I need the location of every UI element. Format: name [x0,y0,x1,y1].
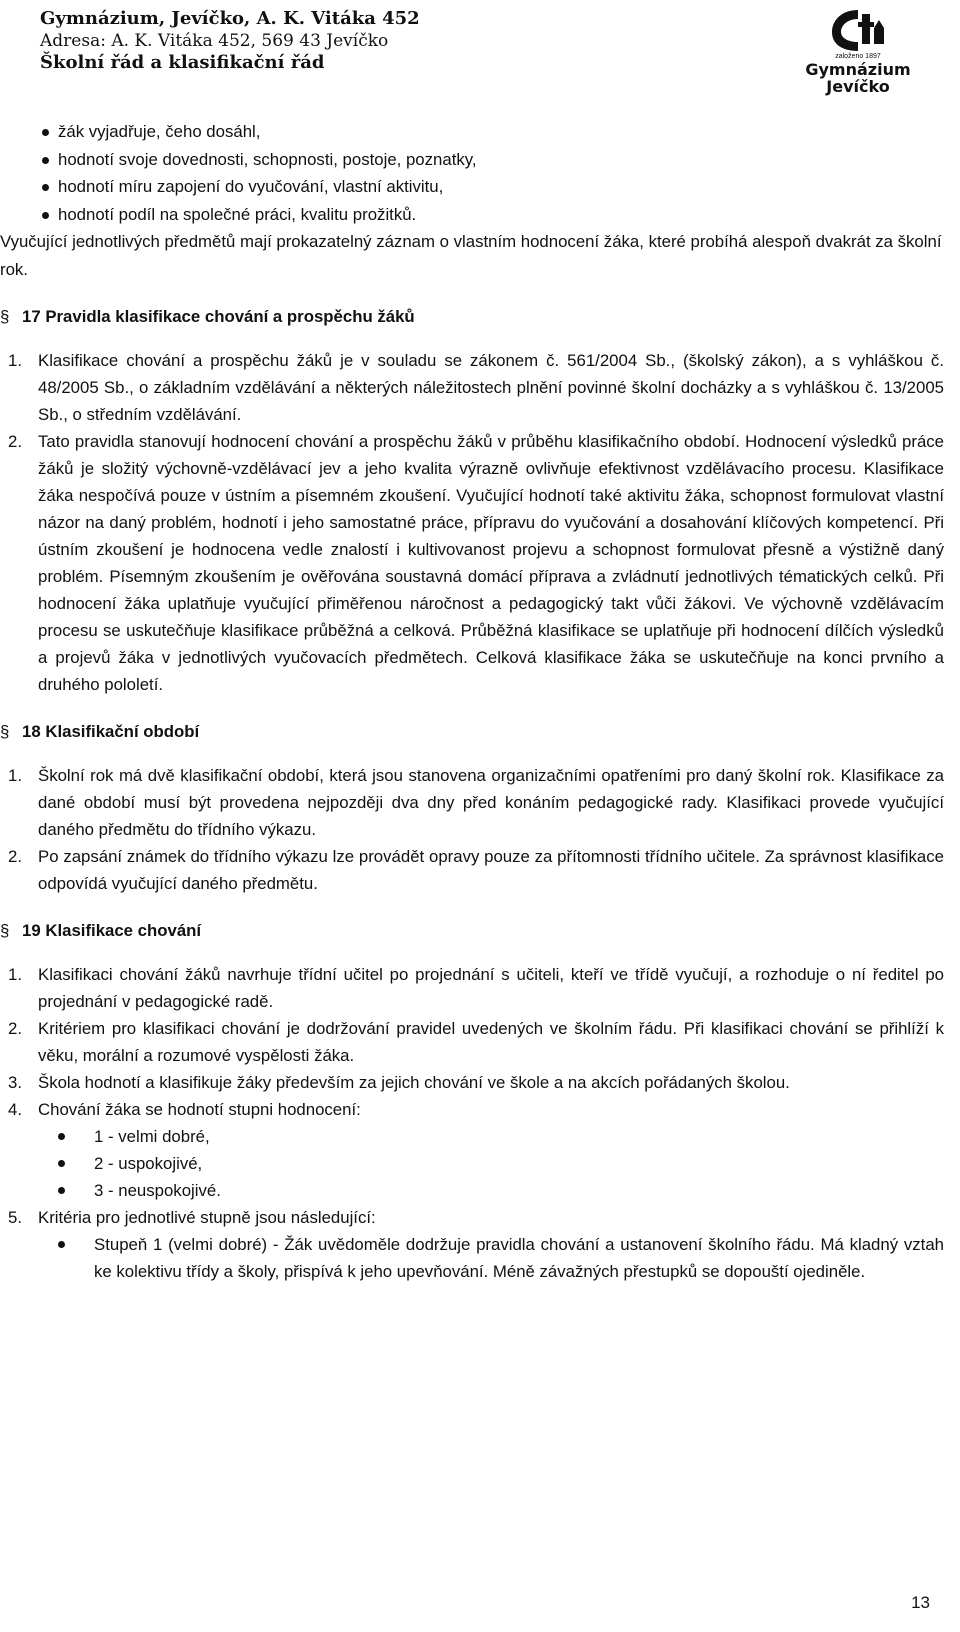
logo-line-2: Jevíčko [826,77,890,96]
section-18-list [0,762,960,897]
section-19-list [0,961,960,1285]
page-number: 13 [911,1593,930,1612]
document-body [0,118,960,1285]
page-header [40,8,920,98]
list-item: 2 - uspokojivé, [38,1150,944,1177]
school-logo [796,8,920,100]
list-item: 2. Po zapsání známek do třídního výkazu lze provádět opravy pouze za přítomnosti třídního učitele. Za správnost klasifikace odpovídá vyučující daného předmětu. [8,847,944,893]
list-item: 2. Kritériem pro klasifikaci chování je dodržování pravidel uvedených ve školním řádu. Při klasifikaci chování se přihlíží k věku, morální a rozumové vyspělosti žáka. [8,1019,944,1065]
list-item: žák vyjadřuje, čeho dosáhl, [0,118,960,146]
list-item: 3. Škola hodnotí a klasifikuje žáky především za jejich chování ve škole a na akcích pořádaných školou. [8,1073,790,1092]
bullet-icon [42,212,49,219]
behavior-grades-list [38,1123,944,1204]
list-item: hodnotí podíl na společné práci, kvalitu prožitků. [0,201,960,229]
school-emblem-icon [828,8,888,52]
section-17-heading: § 17 Pravidla klasifikace chování a prospěchu žáků [0,303,960,331]
school-address: Adresa: A. K. Vitáka 452, 569 43 Jevíčko [40,31,389,51]
list-item: 2. Tato pravidla stanovují hodnocení chování a prospěchu žáků v průběhu klasifikačního období. Hodnocení výsledků práce žáků je složitý výchovně-vzdělávací jev a jeho kvalita výrazně ovlivňuje efektivnost vzdělávacího procesu. Klasifikace žáka nespočívá pouze v ústním a písemném zkoušení. Vyučující hodnotí také aktivitu žáka, schopnost formulovat vlastní názor na daný problém, hodnotí i jeho samostatné práce, přípravu do vyučování a dosahování klíčových kompetencí. Při ústním zkoušení je hodnocena vedle znalostí i kultivovanost projevu a schopnost formulovat přesně a výstižně daný problém. Písemným zkoušením je ověřována soustavná domácí příprava a zvládnutí jednotlivých tématických celků. Při hodnocení žáka uplatňuje vyučující přiměřenou náročnost a pedagogický takt vůči žákovi. Ve výchovně vzdělávacím procesu se uskutečňuje klasifikace průběžná a celková. Průběžná klasifikace se uplatňuje při hodnocení dílčích výsledků a projevů žáka v jednotlivých vyučovacích předmětech. Celková klasifikace žáka se uskutečňuje na konci prvního a druhého pololetí. [8,432,944,694]
list-item: 4. Chování žáka se hodnotí stupni hodnocení: 1 - velmi dobré, 2 - uspokojivé, 3 - neuspokojivé. [0,1096,960,1204]
section-symbol: § [0,921,10,940]
list-item: 1. Klasifikace chování a prospěchu žáků je v souladu se zákonem č. 561/2004 Sb., (školský zákon), a s vyhláškou č. 48/2005 Sb., o základním vzdělávání a některých náležitostech plnění povinné školní docházky a s vyhláškou č. 13/2005 Sb., o středním vzdělávání. [8,351,944,424]
section-19-heading: § 19 Klasifikace chování [0,917,960,945]
logo-line-1: Gymnázium [805,60,911,79]
list-item: 5. Kritéria pro jednotlivé stupně jsou následující: Stupeň 1 (velmi dobré) - Žák uvědoměle dodržuje pravidla chování a ustanovení školního řádu. Má kladný vztah ke kolektivu třídy a školy, přispívá k jeho upevňování. Méně závažných přestupků se dopouští ojediněle. [0,1204,960,1285]
list-item: 1. Školní rok má dvě klasifikační období, která jsou stanovena organizačními opatřeními pro daný školní rok. Klasifikace za dané období musí být provedena nejpozději dva dny před konáním pedagogické rady. Klasifikaci provede vyučující daného předmětu do třídního výkazu. [8,766,944,839]
section-18-heading: § 18 Klasifikační období [0,718,960,746]
bullet-icon [42,129,49,136]
list-item: 1. Klasifikaci chování žáků navrhuje třídní učitel po projednání s učiteli, kteří ve třídě vyučují, a rozhoduje o ní ředitel po projednání v pedagogické radě. [8,965,944,1011]
bullet-icon [58,1187,65,1194]
self-assessment-paragraph: Vyučující jednotlivých předmětů mají prokazatelný záznam o vlastním hodnocení žáka, které probíhá alespoň dvakrát za školní rok. [0,232,942,279]
bullet-icon [58,1133,65,1140]
list-item: hodnotí svoje dovednosti, schopnosti, postoje, poznatky, [0,146,960,174]
bullet-icon [42,184,49,191]
list-item: 3 - neuspokojivé. [38,1177,944,1204]
logo-founded: založeno 1897 [835,53,881,60]
section-symbol: § [0,722,10,741]
school-name: Gymnázium, Jevíčko, A. K. Vitáka 452 [40,8,420,29]
bullet-icon [42,157,49,164]
grade-criteria-list [38,1231,944,1285]
bullet-icon [58,1241,65,1248]
document-title: Školní řád a klasifikační řád [40,52,325,73]
list-item: Stupeň 1 (velmi dobré) - Žák uvědoměle dodržuje pravidla chování a ustanovení školního řádu. Má kladný vztah ke kolektivu třídy a školy, přispívá k jeho upevňování. Méně závažných přestupků se dopouští ojediněle. [38,1231,944,1285]
self-assessment-list [0,118,960,228]
bullet-icon [58,1160,65,1167]
section-symbol: § [0,307,10,326]
section-17-list [0,347,960,698]
list-item: hodnotí míru zapojení do vyučování, vlastní aktivitu, [0,173,960,201]
list-item: 1 - velmi dobré, [38,1123,944,1150]
